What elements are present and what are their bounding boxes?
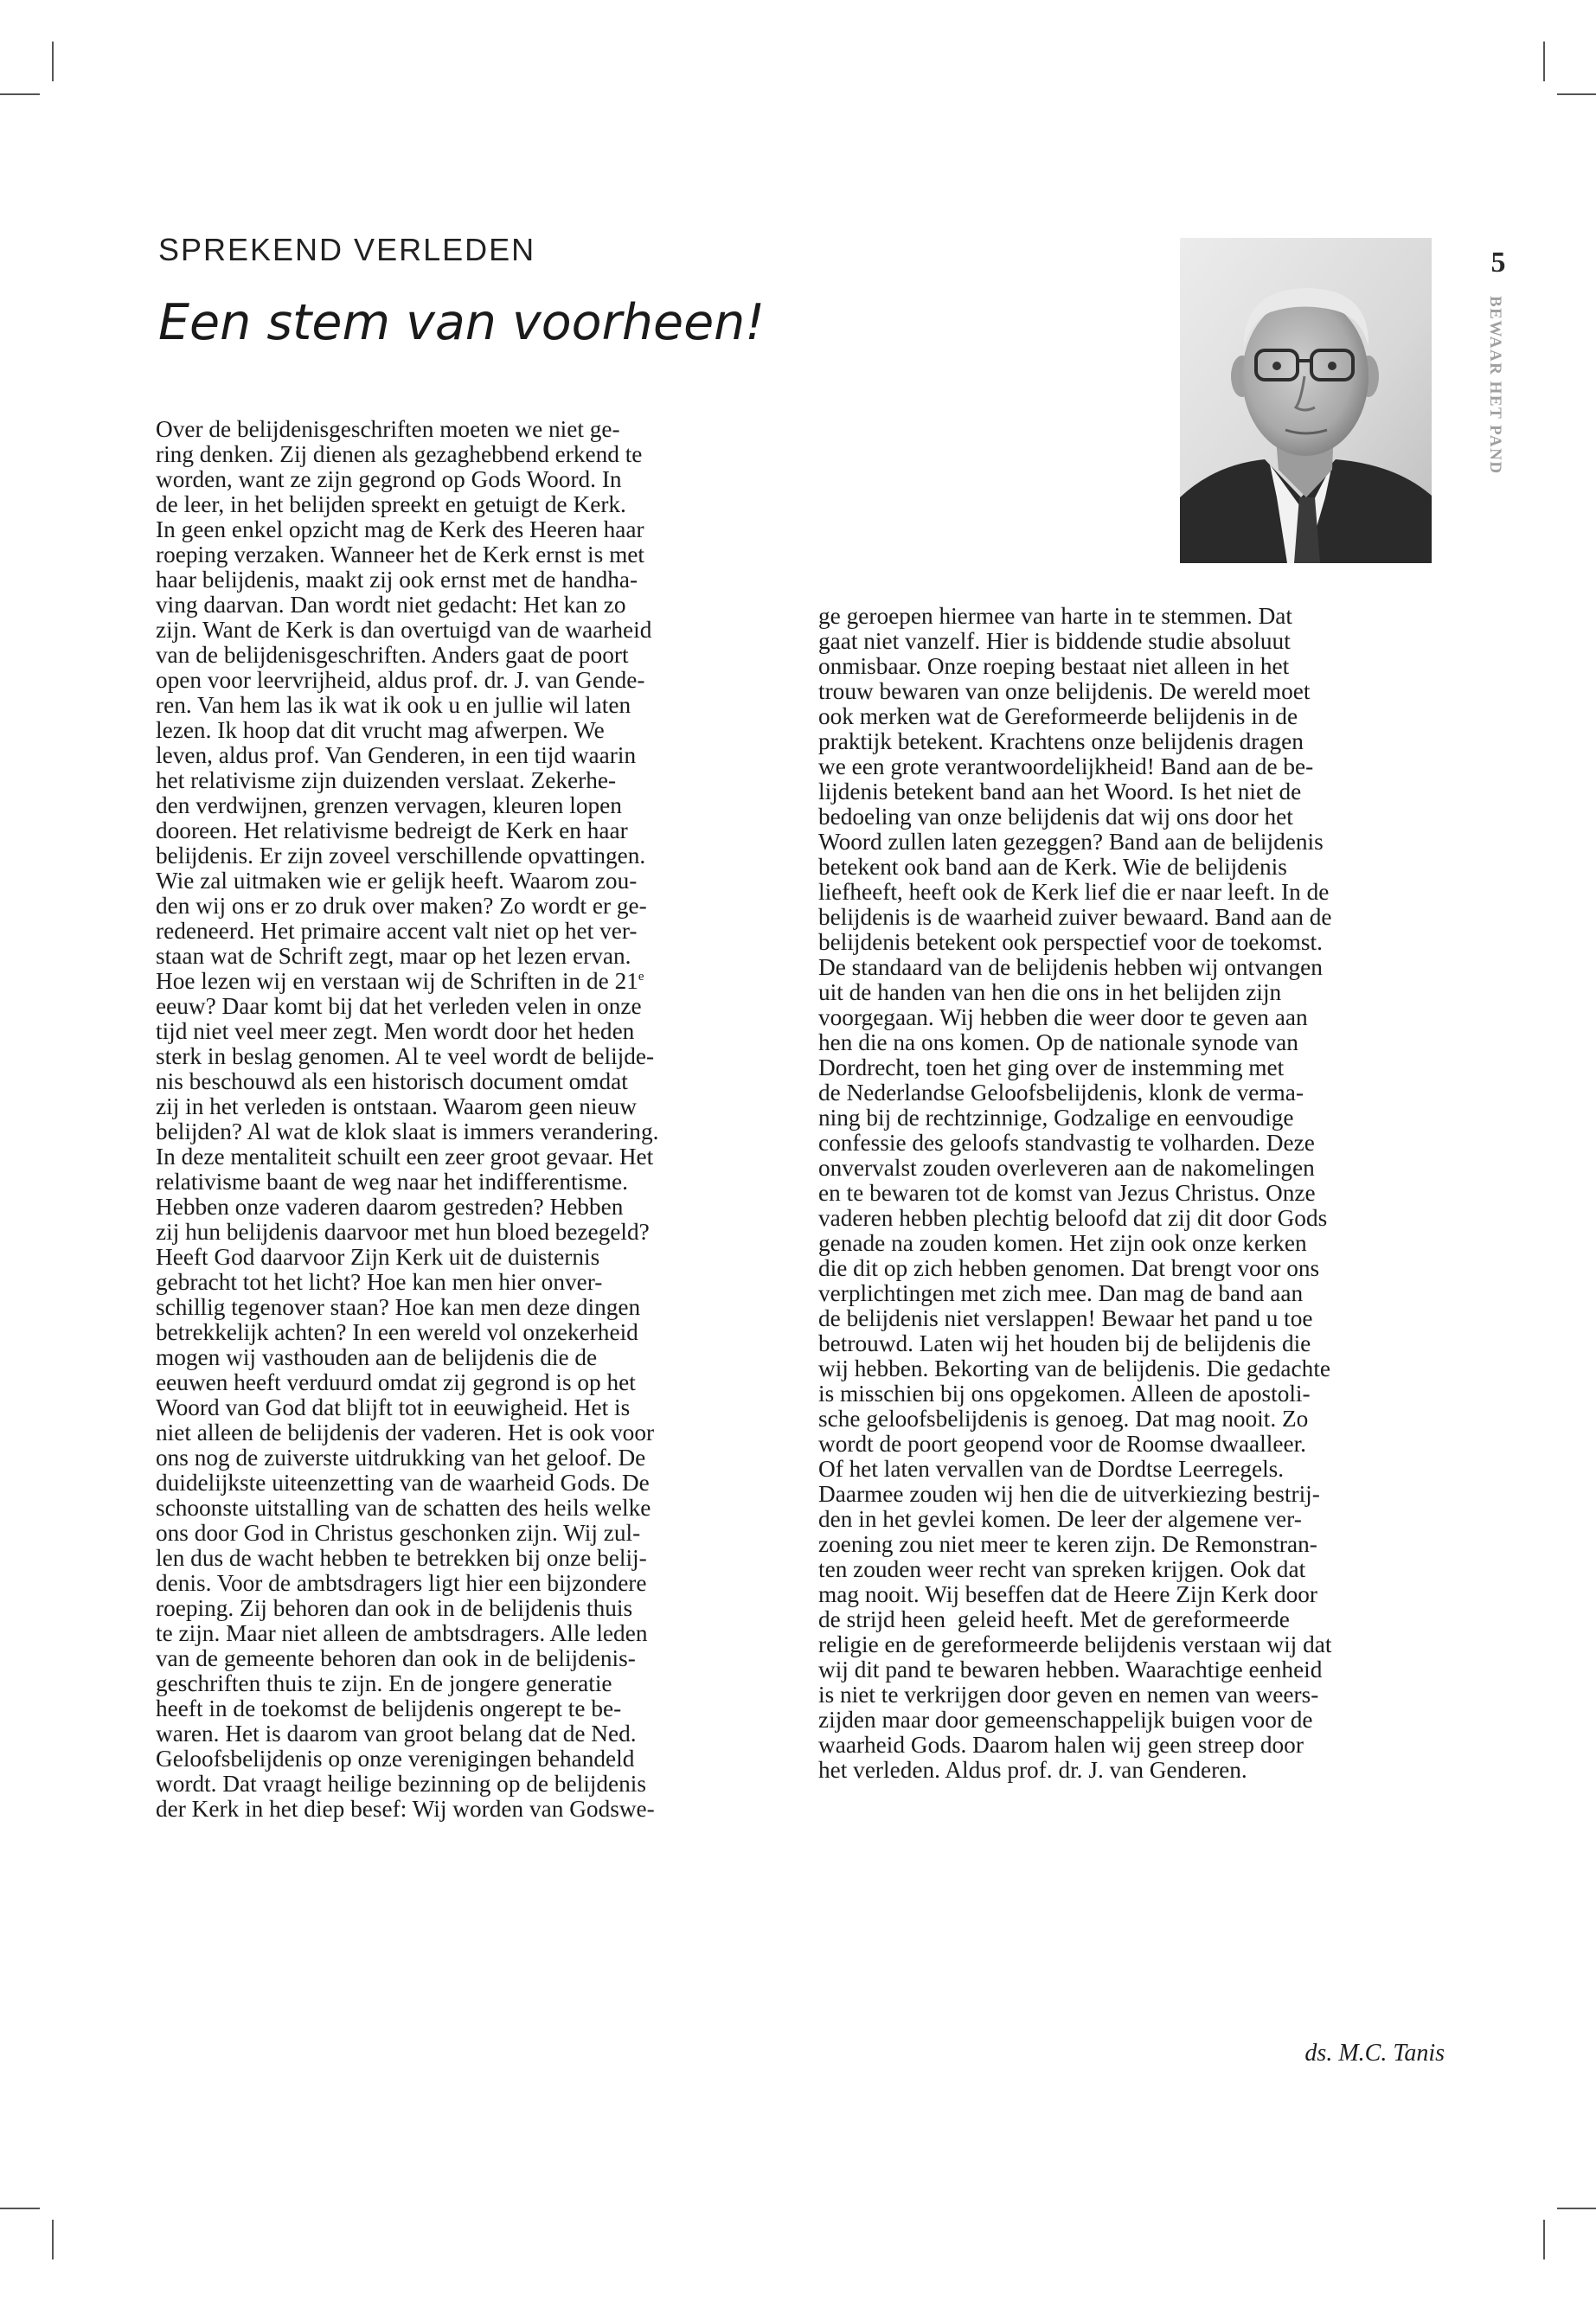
crop-mark (0, 93, 40, 95)
text-line: zij hun belijdenis daarvoor met hun bloed bezegeld? (156, 1219, 650, 1245)
text-line: ning bij de rechtzinnige, Godzalige en eenvoudige (818, 1105, 1294, 1131)
text-line: wordt. Dat vraagt heilige bezinning op de belijdenis (156, 1771, 647, 1797)
text-line: ook merken wat de Gereformeerde belijdenis in de (818, 703, 1298, 729)
text-line: sche geloofsbelijdenis is genoeg. Dat mag nooit. Zo (818, 1406, 1309, 1432)
text-line: vaderen hebben plechtig beloofd dat zij dit door Gods (818, 1205, 1328, 1231)
text-line: liefheeft, heeft ook de Kerk lief die er naar leeft. In de (818, 879, 1330, 905)
text-line: eeuw? Daar komt bij dat het verleden velen in onze (156, 993, 642, 1019)
text-line: schoonste uitstalling van de schatten des heils welke (156, 1495, 651, 1521)
text-line: der Kerk in het diep besef: Wij worden van Godswe- (156, 1796, 655, 1822)
text-line: mag nooit. Wij beseffen dat de Heere Zijn Kerk door (818, 1581, 1318, 1607)
text-line: Over de belijdenisgeschriften moeten we niet ge- (156, 416, 620, 442)
text-line: trouw bewaren van onze belijdenis. De wereld moet (818, 678, 1311, 704)
text-line: duidelijkste uiteenzetting van de waarheid Gods. De (156, 1470, 650, 1496)
text-line: leven, aldus prof. Van Genderen, in een tijd waarin (156, 742, 637, 768)
crop-mark (1543, 42, 1545, 81)
text-line: den verdwijnen, grenzen vervagen, kleuren lopen (156, 792, 622, 818)
text-line: verplichtingen met zich mee. Dan mag de band aan (818, 1280, 1304, 1306)
text-line: belijdenis. Er zijn zoveel verschillende opvattingen. (156, 843, 646, 868)
text-line: gaat niet vanzelf. Hier is biddende studie absoluut (818, 628, 1291, 654)
text-line: worden, want ze zijn gegrond op Gods Woord. In (156, 466, 622, 492)
page-number: 5 (1490, 247, 1506, 279)
text-line: ten zouden weer recht van spreken krijgen. Ook dat (818, 1556, 1306, 1582)
text-line: Woord zullen laten gezeggen? Band aan de belijdenis (818, 829, 1324, 855)
text-line: dooreen. Het relativisme bedreigt de Kerk en haar (156, 817, 628, 843)
article-title: Een stem van voorheen! (158, 294, 766, 351)
text-line: het relativisme zijn duizenden verslaat. Zekerhe- (156, 767, 617, 793)
text-line: Hoe lezen wij en verstaan wij de Schriften in de 21e (156, 968, 644, 994)
text-line: Dordrecht, toen het ging over de instemming met (818, 1054, 1285, 1080)
text-line: we een grote verantwoordelijkheid! Band aan de be- (818, 753, 1314, 779)
text-line: voorgegaan. Wij hebben die weer door te geven aan (818, 1004, 1308, 1030)
section-label: SPREKEND VERLEDEN (158, 232, 536, 267)
text-line: confessie des geloofs standvastig te volharden. Deze (818, 1130, 1315, 1156)
text-line: waarheid Gods. Daarom halen wij geen streep door (818, 1732, 1304, 1758)
text-line: betrouwd. Laten wij het houden bij de belijdenis die (818, 1330, 1311, 1356)
text-line: en te bewaren tot de komst van Jezus Christus. Onze (818, 1180, 1316, 1206)
text-line: redeneerd. Het primaire accent valt niet op het ver- (156, 918, 638, 944)
text-line: tijd niet veel meer zegt. Men wordt door het heden (156, 1018, 635, 1044)
crop-mark (1557, 2208, 1596, 2209)
text-line: schillig tegenover staan? Hoe kan men deze dingen (156, 1294, 641, 1320)
text-line: eeuwen heeft verduurd omdat zij gegrond is op het (156, 1369, 636, 1395)
text-line: Heeft God daarvoor Zijn Kerk uit de duisternis (156, 1244, 600, 1270)
text-line: belijdenis betekent ook perspectief voor de toekomst. (818, 929, 1323, 955)
text-line: betekent ook band aan de Kerk. Wie de belijdenis (818, 854, 1287, 880)
text-line: de belijdenis niet verslappen! Bewaar het pand u toe (818, 1305, 1313, 1331)
text-line: len dus de wacht hebben te betrekken bij onze belij- (156, 1545, 647, 1571)
text-line: Hebben onze vaderen daarom gestreden? Hebben (156, 1194, 624, 1220)
text-line: Geloofsbelijdenis op onze verenigingen behandeld (156, 1746, 635, 1772)
text-line: lijdenis betekent band aan het Woord. Is het niet de (818, 779, 1302, 804)
text-line: de strijd heen geleid heeft. Met de gereformeerde (818, 1606, 1290, 1632)
text-line: De standaard van de belijdenis hebben wij ontvangen (818, 954, 1323, 980)
text-line: relativisme baant de weg naar het indifferentisme. (156, 1169, 628, 1195)
text-line: de leer, in het belijden spreekt en getuigt de Kerk. (156, 491, 626, 517)
text-line: te zijn. Maar niet alleen de ambtsdragers. Alle leden (156, 1620, 648, 1646)
text-line: van de belijdenisgeschriften. Anders gaat de poort (156, 642, 629, 668)
text-line: waren. Het is daarom van groot belang dat de Ned. (156, 1721, 637, 1747)
text-line: heeft in de toekomst de belijdenis ongerept te be- (156, 1695, 622, 1721)
text-line: staan wat de Schrift zegt, maar op het lezen ervan. (156, 943, 631, 969)
crop-mark (52, 2220, 54, 2259)
crop-mark (1543, 2220, 1545, 2259)
text-line: denis. Voor de ambtsdragers ligt hier een bijzondere (156, 1570, 647, 1596)
text-line: bedoeling van onze belijdenis dat wij ons door het (818, 804, 1293, 830)
text-line: hen die na ons komen. Op de nationale synode van (818, 1029, 1298, 1055)
text-line: In geen enkel opzicht mag de Kerk des Heeren haar (156, 516, 644, 542)
text-line: mogen wij vasthouden aan de belijdenis die de (156, 1344, 598, 1370)
text-line: Of het laten vervallen van de Dordtse Leerregels. (818, 1456, 1285, 1482)
text-line: wij hebben. Bekorting van de belijdenis. Die gedachte (818, 1356, 1331, 1381)
text-line: uit de handen van hen die ons in het belijden zijn (818, 979, 1282, 1005)
text-line: nis beschouwd als een historisch document omdat (156, 1068, 628, 1094)
text-line: is misschien bij ons opgekomen. Alleen de apostoli- (818, 1381, 1311, 1407)
text-line: open voor leervrijheid, aldus prof. dr. J. van Gende- (156, 667, 645, 693)
text-line: belijden? Al wat de klok slaat is immers verandering. (156, 1118, 659, 1144)
author-signature: ds. M.C. Tanis (1304, 2040, 1445, 2067)
text-line: niet alleen de belijdenis der vaderen. Het is ook voor (156, 1420, 655, 1445)
text-line: zijden maar door gemeenschappelijk buigen voor de (818, 1707, 1313, 1733)
text-line: belijdenis is de waarheid zuiver bewaard. Band aan de (818, 904, 1332, 930)
author-photo (1180, 238, 1432, 563)
text-line: roeping verzaken. Wanneer het de Kerk ernst is met (156, 542, 644, 567)
text-line: wij dit pand te bewaren hebben. Waarachtige eenheid (818, 1657, 1323, 1682)
text-line: van de gemeente behoren dan ook in de belijdenis- (156, 1645, 636, 1671)
text-line: den wij ons er zo druk over maken? Zo wordt er ge- (156, 893, 647, 919)
text-line: zoening zou niet meer te keren zijn. De Remonstran- (818, 1531, 1317, 1557)
text-line: de Nederlandse Geloofsbelijdenis, klonk de verma- (818, 1080, 1304, 1106)
text-line: onmisbaar. Onze roeping bestaat niet alleen in het (818, 653, 1290, 679)
text-line: roeping. Zij behoren dan ook in de belijdenis thuis (156, 1595, 633, 1621)
text-line: In deze mentaliteit schuilt een zeer groot gevaar. Het (156, 1144, 654, 1170)
text-line: ons nog de zuiverste uitdrukking van het geloof. De (156, 1445, 646, 1471)
article-body-left-column (156, 417, 822, 1822)
text-line: sterk in beslag genomen. Al te veel wordt de belijde- (156, 1043, 655, 1069)
text-line: praktijk betekent. Krachtens onze belijdenis dragen (818, 728, 1304, 754)
text-line: is niet te verkrijgen door geven en nemen van weers- (818, 1682, 1319, 1708)
text-line: het verleden. Aldus prof. dr. J. van Genderen. (818, 1757, 1247, 1783)
text-line: lezen. Ik hoop dat dit vrucht mag afwerpen. We (156, 717, 605, 743)
text-line: die dit op zich hebben genomen. Dat brengt voor ons (818, 1255, 1320, 1281)
text-line: genade na zouden komen. Het zijn ook onze kerken (818, 1230, 1307, 1256)
text-line: ons door God in Christus geschonken zijn. Wij zul- (156, 1520, 641, 1546)
text-line: ving daarvan. Dan wordt niet gedacht: Het kan zo (156, 592, 626, 618)
article-body-right-column (818, 604, 1458, 1783)
crop-mark (0, 2208, 40, 2209)
text-line: ren. Van hem las ik wat ik ook u en jullie wil laten (156, 692, 631, 718)
text-line: den in het gevlei komen. De leer der algemene ver- (818, 1506, 1302, 1532)
text-line: ring denken. Zij dienen als gezaghebbend erkend te (156, 441, 643, 467)
text-line: betrekkelijk achten? In een wereld vol onzekerheid (156, 1319, 638, 1345)
text-line: onvervalst zouden overleveren aan de nakomelingen (818, 1155, 1315, 1181)
text-line: religie en de gereformeerde belijdenis verstaan wij dat (818, 1631, 1332, 1657)
text-line: Wie zal uitmaken wie er gelijk heeft. Waarom zou- (156, 868, 638, 894)
text-line: ge geroepen hiermee van harte in te stemmen. Dat (818, 603, 1292, 629)
text-line: zij in het verleden is ontstaan. Waarom geen nieuw (156, 1093, 637, 1119)
text-line: haar belijdenis, maakt zij ook ernst met de handha- (156, 567, 638, 593)
text-line: geschriften thuis te zijn. En de jongere generatie (156, 1670, 612, 1696)
text-line: Daarmee zouden wij hen die de uitverkiezing bestrij- (818, 1481, 1320, 1507)
magazine-title: BEWAAR HET PAND (1486, 296, 1504, 475)
text-line: zijn. Want de Kerk is dan overtuigd van de waarheid (156, 617, 652, 643)
text-line: wordt de poort geopend voor de Roomse dwaalleer. (818, 1431, 1306, 1457)
crop-mark (52, 42, 54, 81)
ordinal-superscript: e (638, 970, 644, 984)
crop-mark (1557, 93, 1596, 95)
text-line: Woord van God dat blijft tot in eeuwigheid. Het is (156, 1394, 631, 1420)
text-line: gebracht tot het licht? Hoe kan men hier onver- (156, 1269, 603, 1295)
